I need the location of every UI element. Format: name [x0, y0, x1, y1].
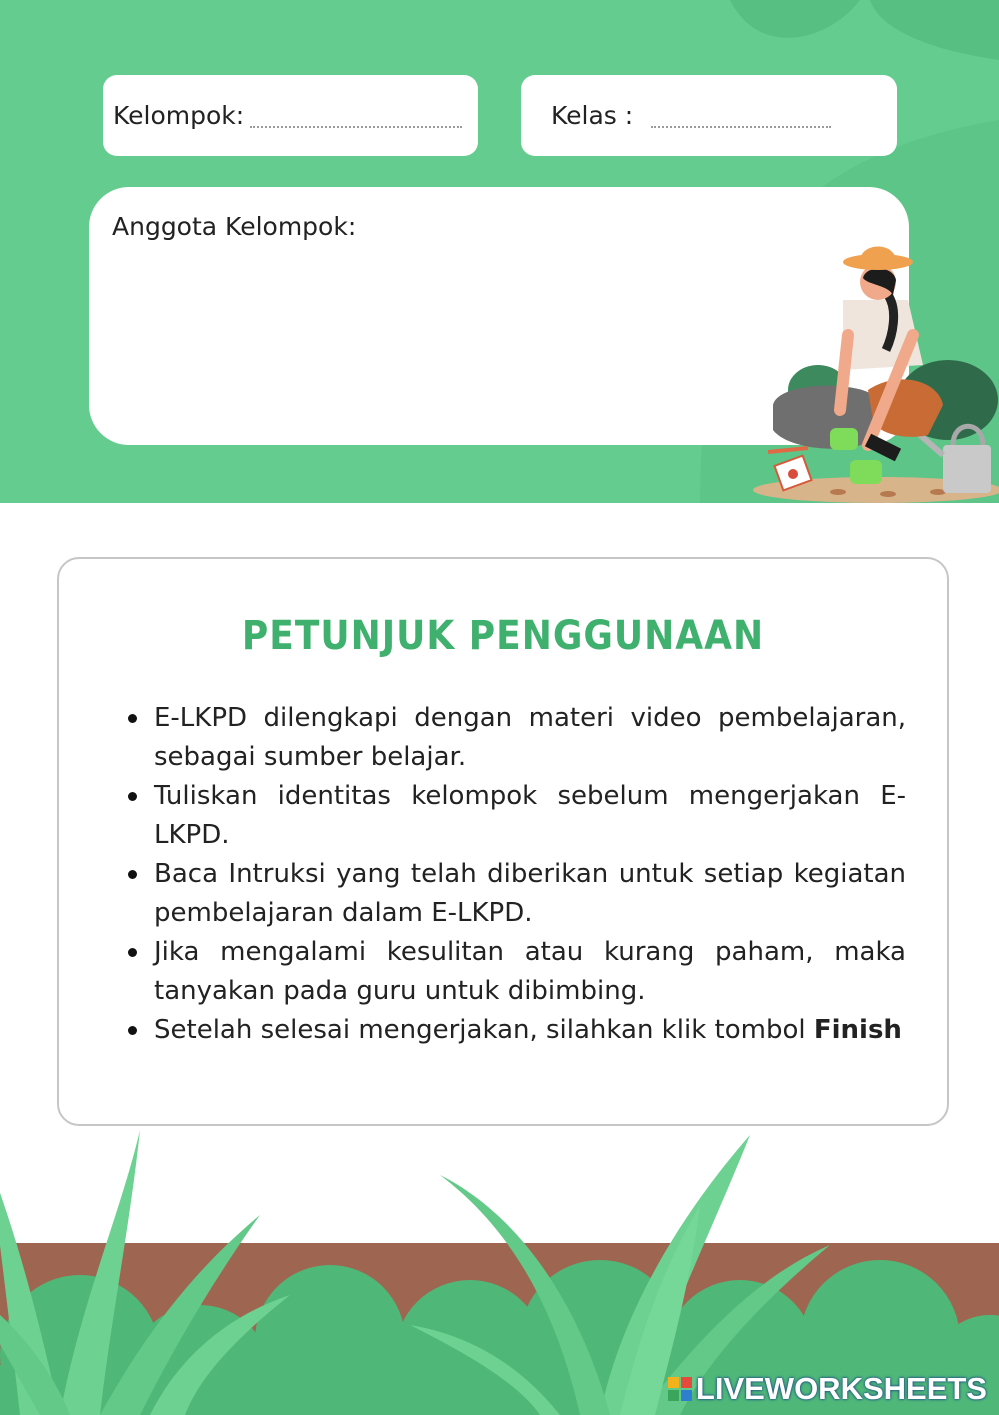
class-label: Kelas :	[551, 101, 634, 130]
gardener-illustration-icon	[748, 240, 999, 503]
list-item	[154, 1011, 906, 1050]
liveworksheets-mark-icon	[668, 1377, 692, 1401]
instructions-title: PETUNJUK PENGGUNAAN	[241, 613, 765, 659]
brand-text: LIVEWORKSHEETS	[695, 1371, 987, 1406]
class-input-line[interactable]	[651, 112, 831, 128]
list-item: Baca Intruksi yang telah diberikan untuk setiap kegiatan pembelajaran dalam E-LKPD.	[154, 855, 906, 933]
list-item: E-LKPD dilengkapi dengan materi video pembelajaran, sebagai sumber belajar.	[154, 699, 906, 777]
class-field[interactable]	[521, 75, 897, 156]
finish-keyword: Finish	[813, 1015, 902, 1045]
liveworksheets-logo[interactable]	[668, 1371, 987, 1407]
list-item: Tuliskan identitas kelompok sebelum mengerjakan E-LKPD.	[154, 777, 906, 855]
list-item-text: Setelah selesai mengerjakan, silahkan klik tombol	[154, 1015, 814, 1045]
group-field[interactable]	[103, 75, 478, 156]
list-item: Jika mengalami kesulitan atau kurang paham, maka tanyakan pada guru untuk dibimbing.	[154, 933, 906, 1011]
group-input-line[interactable]	[250, 112, 462, 128]
header-band	[0, 0, 999, 503]
instructions-list	[154, 699, 906, 1050]
instructions-panel	[57, 557, 949, 1126]
members-label: Anggota Kelompok:	[112, 212, 357, 241]
group-label: Kelompok:	[113, 101, 245, 130]
